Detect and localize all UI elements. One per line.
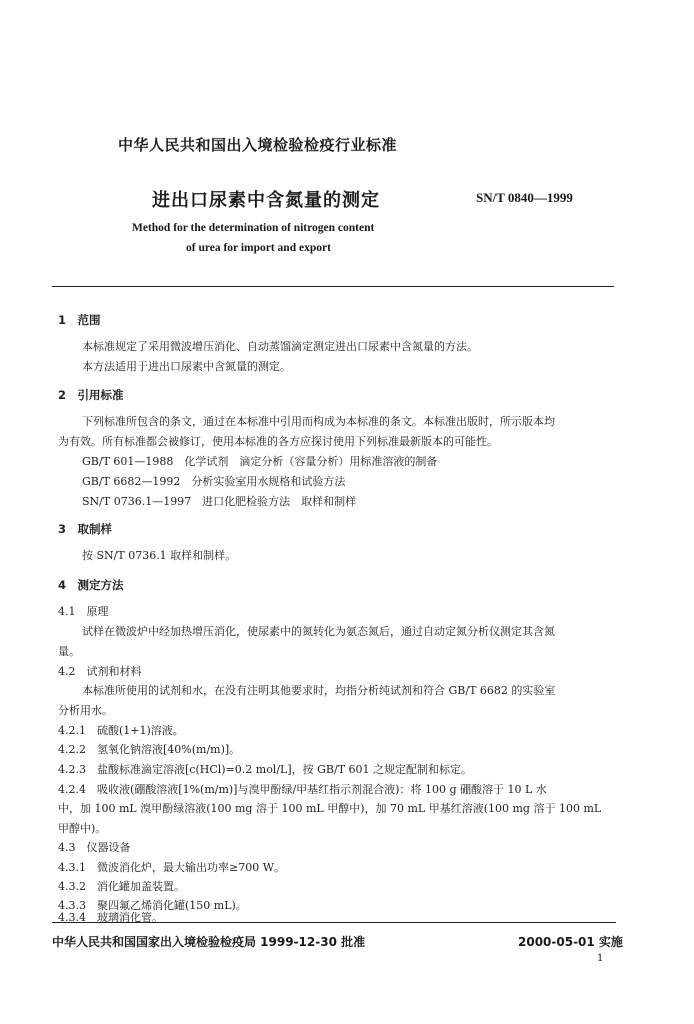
clause-item: 4.3.2 消化罐加盖装置。 <box>58 880 185 893</box>
header-divider <box>52 286 614 287</box>
section-heading-references: 2 引用标准 <box>58 388 124 402</box>
body-line: 中，加 100 mL 溴甲酚绿溶液(100 mg 溶于 100 mL 甲醇中)，加 70 mL 甲基红溶液(100 mg 溶于 100 mL <box>58 802 602 815</box>
clause-item: 4.3.1 微波消化炉，最大输出功率≥700 W。 <box>58 861 286 874</box>
clause-item: 4.3.4 玻璃消化管。 <box>58 911 163 924</box>
clause-item: 4.2.4 吸收液(硼酸溶液[1%(m/m)]与溴甲酚绿/甲基红指示剂混合液)：将 100 g 硼酸溶于 10 L 水 <box>58 783 547 796</box>
body-line: 为有效。所有标准都会被修订，使用本标准的各方应探讨使用下列标准最新版本的可能性。 <box>58 435 498 448</box>
reference-item: GB/T 601—1988 化学试剂 滴定分析（容量分析）用标准溶液的制备 <box>82 455 438 468</box>
body-line: 分析用水。 <box>58 704 113 717</box>
section-heading-sampling: 3 取制样 <box>58 522 113 536</box>
body-line: 按 SN/T 0736.1 取样和制样。 <box>82 549 237 562</box>
clause-item: 4.2.1 硫酸(1+1)溶液。 <box>58 724 184 737</box>
body-line: 甲醇中)。 <box>58 822 107 835</box>
page-number: 1 <box>597 953 604 964</box>
reference-item: SN/T 0736.1—1997 进口化肥检验方法 取样和制样 <box>82 495 357 508</box>
approval-statement: 中华人民共和国国家出入境检验检疫局 1999-12-30 批准 <box>52 935 366 949</box>
body-line: 量。 <box>58 645 80 658</box>
implementation-date: 2000-05-01 实施 <box>518 935 623 949</box>
subsection-heading: 4.3 仪器设备 <box>58 841 131 854</box>
english-title-line-1: Method for the determination of nitrogen content <box>132 222 375 234</box>
section-heading-scope: 1 范围 <box>58 313 101 327</box>
section-heading-method: 4 测定方法 <box>58 578 124 592</box>
body-line: 本标准所使用的试剂和水，在没有注明其他要求时，均指分析纯试剂和符合 GB/T 6682 的实验室 <box>82 684 556 697</box>
body-line: 下列标准所包含的条文，通过在本标准中引用而构成为本标准的条文。本标准出版时，所示版本均 <box>82 415 555 428</box>
body-line: 试样在微波炉中经加热增压消化，使尿素中的氮转化为氨态氮后，通过自动定氮分析仪测定其含氮 <box>82 625 555 638</box>
subsection-heading: 4.1 原理 <box>58 605 109 618</box>
clause-item: 4.2.2 氢氧化钠溶液[40%(m/m)]。 <box>58 743 241 756</box>
clause-item: 4.2.3 盐酸标准滴定溶液[c(HCl)=0.2 mol/L]，按 GB/T 601 之规定配制和标定。 <box>58 763 473 776</box>
issuing-organization: 中华人民共和国出入境检验检疫行业标准 <box>118 136 398 154</box>
body-line: 本标准规定了采用微波增压消化、自动蒸馏滴定测定进出口尿素中含氮量的方法。 <box>82 340 478 353</box>
body-line: 本方法适用于进出口尿素中含氮量的测定。 <box>82 360 291 373</box>
standard-number: SN/T 0840—1999 <box>476 190 573 205</box>
english-title-line-2: of urea for import and export <box>186 242 331 254</box>
document-title: 进出口尿素中含氮量的测定 <box>152 190 380 211</box>
clause-item: 4.3.3 聚四氟乙烯消化罐(150 mL)。 <box>58 899 247 912</box>
reference-item: GB/T 6682—1992 分析实验室用水规格和试验方法 <box>82 475 346 488</box>
subsection-heading: 4.2 试剂和材料 <box>58 665 142 678</box>
